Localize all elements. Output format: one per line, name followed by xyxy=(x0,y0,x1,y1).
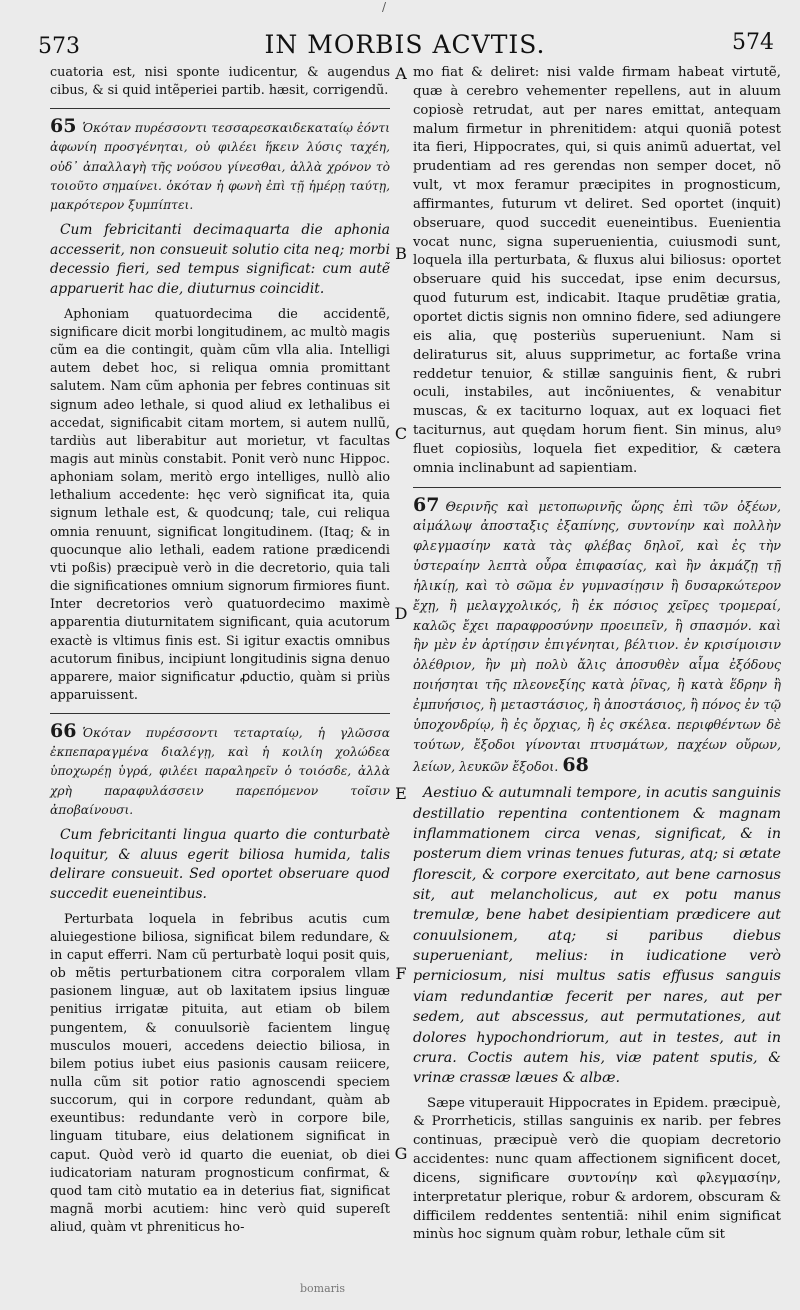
margin-letter-c: C xyxy=(394,424,408,443)
greek-aphorism-65 xyxy=(50,117,390,215)
margin-letter-b: B xyxy=(395,244,407,263)
latin-aphorism-65: Cum febricitanti decimaquarta die aphonia accesserit, non consueuit solutio cita neq; morbi decessio fieri, sed tempus significat: cum autẽ apparuerit hac die, diuturnus coincidit. xyxy=(50,222,390,298)
section-rule xyxy=(413,487,781,488)
commentary-67: Sæpe vituperauit Hippocrates in Epidem. præcipuè, & Prorrheticis, stillas sanguinis ex narib. per febres continuas, præcipuè verò die quopiam decretorio accidentes: nunc quam affectionem significent docet, dicens, significare συντονίην καὶ φλεγμασίην, interpretatur plerique, robur & ardorem, obscuram & difficilem reddentes sententiã: nihil enim significat minùs hoc signum quàm robur, lethale cũm sit xyxy=(413,1095,781,1243)
page-header xyxy=(30,28,780,62)
commentary-66: Perturbata loquela in febribus acutis cum aluiegestione biliosa, significat bilem redundare, & in caput efferri. Nam cũ perturbatè loqui posit quis, ob mẽtis perturbationem citra corporalem vllam pasionem linguæ, aut ob laxitatem ipsius linguæ penitius irrigatæ pituita, aut etiam ob bilem pungentem, & conuulsoriè facientem linguę musculos moueri, accedens deiectio biliosa, in bilem potius iubet eius pasionis causam reiicere, nulla cũm sit potior ratio agnoscendi speciem succorum, qui in corpore redundant, quàm ab exeuntibus: redundante verò in corpore bile, linguam titubare, eius delationem significat in caput. Quòd verò id quarto die eueniat, ob diei iudicatoriam naturam prognosticum confirmat, & quod tam citò mutatio ea in deterius fiat, significat magnã morbi acutiem: hinc verò quid supereſt aliud, quàm vt phreniticus ho- xyxy=(50,911,390,1236)
left-carry-text: cuatoria est, nisi sponte iudicentur, & augendus cibus, & si quid intẽperiei partib. hæsit, corrigendũ. xyxy=(50,65,390,99)
greek-text: Ὁκόταν πυρέσσοντι τεταρταίῳ, ἡ γλῶσσα ἐκπεπαραγμένα διαλέγῃ, καὶ ἡ κοιλίη χολώδεα ὑποχωρέῃ ὑγρά, φιλέει παραληρεῖν ὁ τοιόσδε, ἀλλὰ χρὴ παραφυλάσσειν παρεπόμενον τοῖσιν ἀποβαίνουσι. xyxy=(50,726,390,817)
page-number-left: 573 xyxy=(38,34,80,59)
margin-letter-f: F xyxy=(395,964,407,983)
right-column xyxy=(413,64,781,1251)
aphorism-number-68: 68 xyxy=(562,753,589,776)
section-rule xyxy=(50,108,390,109)
right-carry-text: mo fiat & deliret: nisi valde firmam habeat virtutẽ, quæ à cerebro vehementer repellens, aut in aluum copiosè retrudat, aut per nares emittat, antequam malum firmetur in phrenitidem: atqui quoniã potest ita fieri, Hippocrates, qui, si quis animũ aduertat, vel prudentiam ad res gerendas non semper docet, nõ vult, vt mox feramur præcipites in prognosticum, affirmantes, futurum vt deliret. Sed oportet (inquit) obseruare, quod succedit eueneintibus. Euenientia vocat nunc, signa superuenientia, cuiusmodi sunt, loquela illa perturbata, & fluxus alui biliosus: oportet obseruare quid his succedat, ipse enim decursus, quod futurum est, indicabit. Itaque prudẽtiæ gratia, oportet dictis signis non omnino fidere, sed adiungere eis alia, quę posteriùs superueniunt. Nam si deliraturus sit, aluus supprimetur, ac fortaße vrina reddetur tenuior, & stillæ sanguinis fient, & rubri oculi, instabiles, aut incõniuentes, & venabitur muscas, & ex taciturno loquax, aut ex loquaci fiet taciturnus, aut quędam horum fient. Sin minus, aluꝰ fluet copiosiùs, loquela fiet expeditior, & cætera omnia inclinabunt ad sapientiam. xyxy=(413,65,781,476)
margin-letter-e: E xyxy=(395,784,407,803)
greek-text: Θερινῆς καὶ μετοπωρινῆς ὥρης ἐπὶ τῶν ὀξέων, αἱμάλωψ ἀποσταξις ἐξαπίνης, συντονίην καὶ πολλὴν φλεγμασίην κατὰ τὰς φλέβας δηλοῖ, καὶ ἐς τὴν ὑστεραίην λεπτὰ οὖρα ἐπιφασίας, καὶ ἢν ἀκμάζῃ τῇ ἡλικίῃ, καὶ τὸ σῶμα ἐν γυμνασίῃσιν ἢ δυσαρκώτερον ἔχῃ, ἢ μελαγχολικός, ἢ ἐκ πόσιος χεῖρες τρομεραί, καλῶς ἔχει παραφροσύνην προειπεῖν, ἢ σπασμόν. καὶ ἢν μὲν ἐν ἀρτίῃσιν ἐπιγένηται, βέλτιον. ἐν κρισίμοισιν ὀλέθριον, ἢν μὴ πολὺ ἄλις ἀποσυθὲν αἷμα ἐξόδους ποιήσηται τῆς πλεονεξίης κατὰ ῥῖνας, ἢ κατὰ ἕδρην ἢ ἐμπυήσιος, ἢ μεταστάσιος, ἢ ἀποστάσιος, ἢ πόνος ἐν τῷ ὑποχονδρίῳ, ἢ ἐς ὄρχιας, ἢ ἐς σκέλεα. περιφθέντων δὲ τούτων, ἔξοδοι γίνονται πτυσμάτων, παχέων οὔρων, λείων, λευκῶν ἔξοδοι. xyxy=(413,499,781,775)
greek-text: Ὁκόταν πυρέσσοντι τεσσαρεσκαιδεκαταίῳ ἐόντι ἀφωνίη προσγένηται, οὐ φιλέει ἥκειν λύσις ταχέη, οὐδ᾽ ἀπαλλαγὴ τῆς νούσου γίνεσθαι, ἀλλὰ χρόνον τὸ τοιοῦτο σημαίνει. ὁκόταν ἡ φωνὴ ἐπὶ τῇ ἡμέρῃ ταύτῃ, μακρότερον ξυμπίπτει. xyxy=(50,121,390,212)
greek-aphorism-66 xyxy=(50,722,390,820)
margin-letter-a: A xyxy=(395,64,407,83)
left-column xyxy=(50,64,390,1243)
margin-letter-d: D xyxy=(394,604,408,623)
running-title: IN MORBIS ACVTIS. xyxy=(264,30,546,59)
section-rule xyxy=(50,713,390,714)
aphorism-number: 67 xyxy=(413,493,440,516)
latin-aphorism-67: Aestiuo & autumnali tempore, in acutis sanguinis destillatio repentina contentionem & magnam inflammationem circa venas, significat, & in posterum diem vrinas tenues futuras, atq; si ætate florescit, & corpore exercitato, aut bene carnosus sit, aut melancholicus, aut ex potu manus tremulæ, bene habet desipientiam prædicere aut conuulsionem, atq; si paribus diebus superueniant, melius: in iudicatione verò perniciosum, nisi multus satis effusus sanguis viam redundantiæ fecerit per nares, aut per sedem, aut abscessus, aut permutationes, aut dolores hypochondriorum, aut in testes, aut in crura. Coctis autem his, viæ patent sputis, & vrinæ crassæ læues & albæ. xyxy=(413,785,781,1087)
catchword-footer: bomaris xyxy=(300,1282,346,1295)
commentary-65: Aphoniam quatuordecima die accidentẽ, significare dicit morbi longitudinem, ac multò magis cũm ea die contingit, quàm cũm vlla alia. Intelligi autem debet hoc, si reliqua omnia promittant salutem. Nam cũm aphonia per febres continuas sit signum adeo lethale, si quod aliud ex lethalibus ei accedat, significabit citam mortem, si autem nullũ, tardiùs aut liberabitur aut morietur, vt facultas magis aut minùs constabit. Ponit verò nunc Hippoc. aphoniam solam, meritò ergo intelliges, nullò alio lethalium accedente: hęc verò significat ita, quia signum lethale est, & quodcunq; tale, cui reliqua omnia renuunt, significat longitudinem. (Itaq; & in quocunque alio lethali, eadem ratione prædicendi vti poßis) præcipuè verò in die decretorio, quia tali die significationes omnium signorum firmiores fiunt. Inter decretorios verò quatuordecimo maximè apparentia diuturnitatem significant, quia acutorum exactè is vltimus finis est. Si igitur exactis omnibus acutorum finibus, incipiunt longitudinis signa denuo apparere, maior significatur ꝓductio, quàm si priùs apparuissent. xyxy=(50,306,390,703)
aphorism-number: 65 xyxy=(50,115,77,138)
page-number-right: 574 xyxy=(732,30,774,55)
latin-aphorism-66: Cum febricitanti lingua quarto die conturbatè loquitur, & aluus egerit biliosa humida, talis delirare consueuit. Sed oportet obseruare quod succedit eueneintibus. xyxy=(50,826,390,902)
aphorism-number: 66 xyxy=(50,720,77,743)
greek-aphorism-67 xyxy=(413,493,781,778)
margin-letter-g: G xyxy=(394,1144,408,1163)
top-ink-mark: / xyxy=(382,0,387,14)
